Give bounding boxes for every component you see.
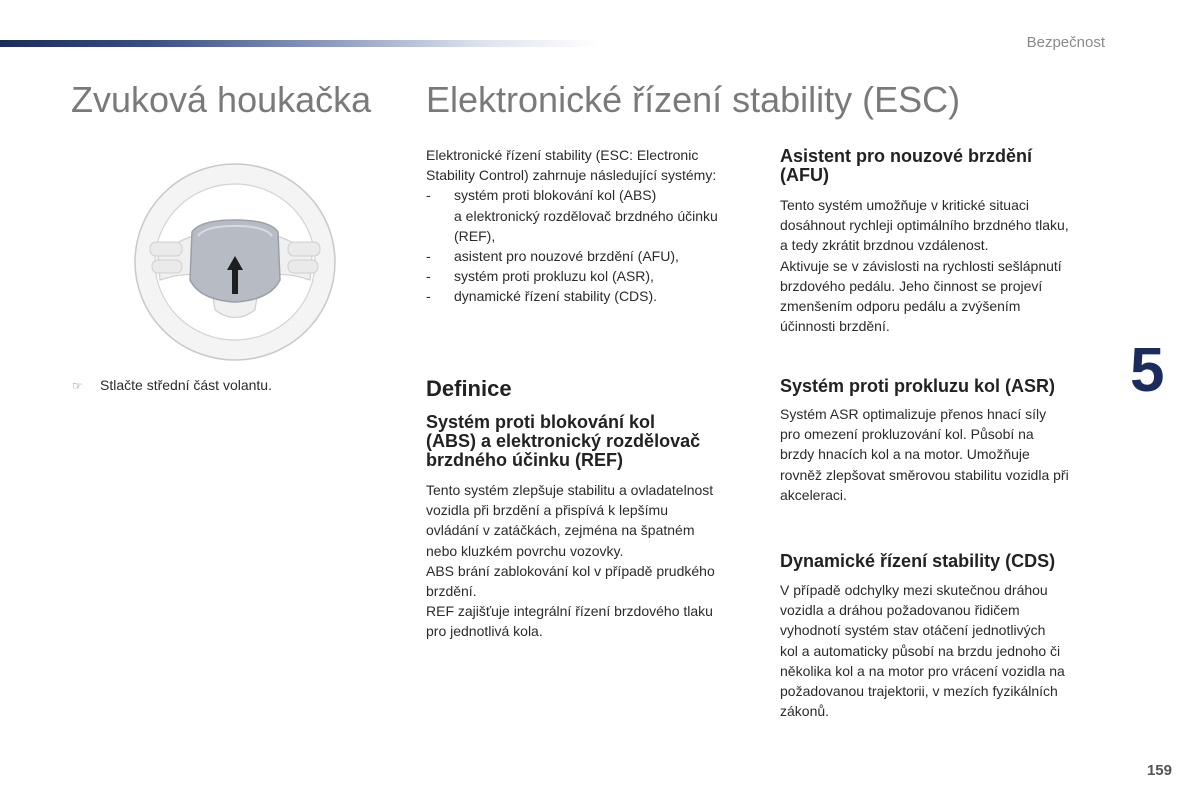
- systems-list: [426, 185, 756, 306]
- body-line: a tedy zkrátit brzdnou vzdálenost.: [780, 237, 989, 254]
- body-line: vozidla při brzdění a přispívá k lepšímu: [426, 502, 668, 519]
- title-line: Asistent pro nouzové brzdění: [780, 146, 1033, 166]
- afu-title: [780, 147, 1110, 185]
- horn-instruction-text: Stlačte střední část volantu.: [100, 377, 272, 393]
- body-line: Tento systém zlepšuje stabilitu a ovladatelnost: [426, 482, 714, 498]
- list-item-line: - dynamické řízení stability (CDS).: [454, 288, 658, 305]
- esc-title: Elektronické řízení stability (ESC): [426, 79, 961, 120]
- title-line: brzdného účinku (REF): [426, 450, 623, 470]
- list-item-line: - systém proti prokluzu kol (ASR),: [454, 268, 654, 285]
- intro-line: Stability Control) zahrnuje následující systémy:: [426, 167, 717, 184]
- list-item-line: a elektronický rozdělovač brzdného účinku: [454, 207, 718, 224]
- pointing-hand-icon: ☞: [72, 379, 83, 393]
- body-line: brzdění.: [426, 583, 477, 600]
- list-item: [426, 246, 756, 266]
- steering-wheel-illustration: [130, 160, 340, 365]
- cds-title: [780, 552, 1110, 571]
- esc-intro: [426, 145, 756, 307]
- list-item-line: - systém proti blokování kol (ABS): [454, 187, 657, 204]
- horn-instruction: [72, 377, 272, 393]
- body-line: ovládání v zatáčkách, zejména na špatném: [426, 522, 695, 539]
- body-line: ABS brání zablokování kol v případě prudkého: [426, 562, 715, 579]
- body-line: Aktivuje se v závislosti na rychlosti sešlápnutí: [780, 257, 1062, 274]
- body-line: účinnosti brzdění.: [780, 318, 890, 335]
- body-line: Systém ASR optimalizuje přenos hnací síly: [780, 406, 1047, 422]
- asr-section: [780, 377, 1110, 505]
- body-line: pro jednotlivá kola.: [426, 623, 543, 640]
- list-item-line: - asistent pro nouzové brzdění (AFU),: [454, 248, 679, 265]
- list-item-line: (REF),: [454, 227, 496, 244]
- body-line: pro omezení prokluzování kol. Působí na: [780, 426, 1034, 443]
- body-line: požadovanou trajektorii, v mezích fyzikálních: [780, 683, 1058, 700]
- body-line: zmenšením odporu pedálu a zvýšením: [780, 298, 1021, 315]
- body-line: nebo kluzkém povrchu vozovky.: [426, 542, 624, 559]
- title-line: Systém proti prokluzu kol (ASR): [780, 376, 1056, 396]
- header-gradient-bar: [0, 40, 600, 47]
- body-line: zákonů.: [780, 703, 830, 720]
- body-line: vyhodnotí systém stav otáčení jednotlivých: [780, 622, 1046, 639]
- intro-line: Elektronické řízení stability (ESC: Electronic: [426, 147, 699, 163]
- horn-title: Zvuková houkačka: [71, 79, 372, 120]
- list-item: [426, 266, 756, 286]
- title-line: (AFU): [780, 165, 829, 185]
- title-line: Dynamické řízení stability (CDS): [780, 551, 1056, 571]
- list-item: [426, 286, 756, 306]
- body-line: Tento systém umožňuje v kritické situaci: [780, 197, 1029, 213]
- abs-title: [426, 413, 756, 470]
- body-line: brzdy hnacích kol a na motor. Umožňuje: [780, 446, 1030, 463]
- list-item: [426, 185, 756, 246]
- body-line: několika kol a na motor pro vrácení vozidla na: [780, 662, 1065, 679]
- body-line: akceleraci.: [780, 486, 847, 503]
- abs-section: [426, 413, 756, 642]
- body-line: vozidla a dráhou požadovanou řidičem: [780, 602, 1020, 619]
- body-line: kol a automaticky působí na brzdu jednoho či: [780, 642, 1061, 659]
- body-line: brzdového pedálu. Jeho činnost se projeví: [780, 277, 1043, 294]
- body-line: V případě odchylky mezi skutečnou dráhou: [780, 582, 1048, 598]
- asr-title: [780, 377, 1110, 396]
- section-label: Bezpečnost: [1026, 34, 1105, 51]
- body-line: REF zajišťuje integrální řízení brzdového tlaku: [426, 603, 713, 620]
- definitions-title: Definice: [426, 376, 512, 401]
- chapter-number: 5: [1130, 336, 1165, 405]
- cds-section: [780, 552, 1110, 721]
- body-line: rovněž zlepšovat směrovou stabilitu vozidla při: [780, 466, 1069, 483]
- page-number: 159: [1146, 762, 1172, 779]
- title-line: (ABS) a elektronický rozdělovač: [426, 431, 701, 451]
- afu-section: [780, 147, 1110, 336]
- body-line: dosáhnout rychleji optimálního brzdného tlaku,: [780, 217, 1069, 234]
- title-line: Systém proti blokování kol: [426, 412, 656, 432]
